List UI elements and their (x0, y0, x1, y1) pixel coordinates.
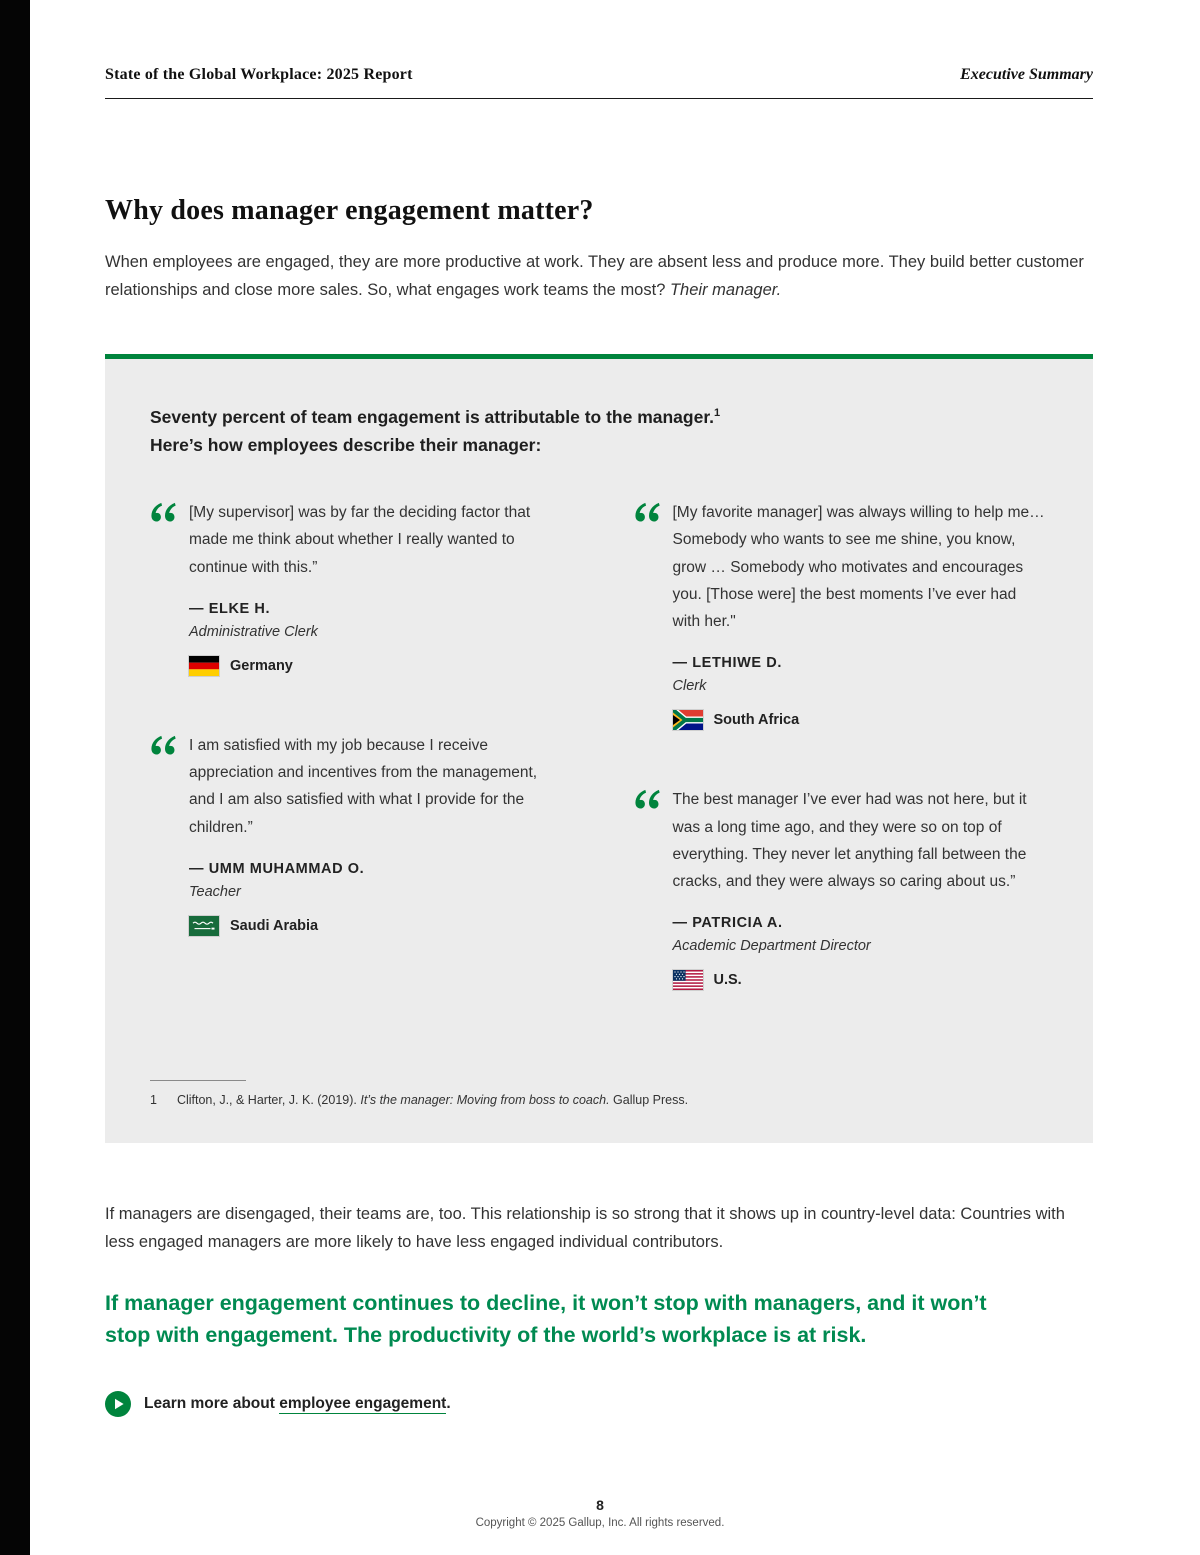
intro-text: When employees are engaged, they are more productive at work. They are absent less and produce more. They build better customer relationships and close more sales. So, what engages work teams the most? (105, 253, 1084, 299)
us-flag-icon (673, 970, 703, 990)
employee-engagement-link[interactable]: employee engagement (279, 1395, 447, 1413)
quote-attribution-name: — PATRICIA A. (672, 915, 783, 932)
quote-text: The best manager I’ve ever had was not here, but it was a long time ago, and they were so on top of everything. They never let anything fall between the cracks, and they were always so caring about us.” (672, 791, 1027, 891)
quote-attribution-name: — LETHIWE D. (672, 655, 782, 672)
quote-attribution-role: Teacher (189, 883, 241, 900)
footnote-text: 1 Clifton, J., & Harter, J. K. (2019). It’s the manager: Moving from boss to coach. Gallup Press. (150, 1093, 689, 1108)
saudi-arabia-flag-icon (189, 916, 219, 936)
quote-attribution-name: — UMM MUHAMMAD O. (189, 860, 365, 877)
quote-block-lethiwe (634, 499, 1046, 730)
document-footer (0, 1497, 1200, 1529)
quote-icon (150, 499, 176, 676)
quote-icon (150, 732, 176, 936)
quote-icon (634, 499, 660, 730)
country-label: U.S. (713, 972, 742, 989)
quote-attribution-role: Clerk (672, 678, 707, 695)
statement-heading: If manager engagement continues to decline, it won’t stop with managers, and it won’t stop with engagement. The productivity of the world’s workplace is at risk. (105, 1290, 987, 1347)
quote-icon (634, 786, 660, 990)
quote-text: [My supervisor] was by far the deciding factor that made me think about whether I really wanted to continue with this.” (189, 504, 531, 576)
intro-emphasis: Their manager. (669, 280, 782, 299)
quote-attribution-name: — ELKE H. (189, 600, 271, 617)
south-africa-flag-icon (673, 710, 703, 730)
quote-country-row (673, 970, 1046, 990)
play-icon[interactable] (105, 1391, 131, 1417)
quote-block-umm-muhammad (150, 732, 562, 936)
country-label: Saudi Arabia (230, 917, 319, 934)
quote-text: [My favorite manager] was always willing to help me… Somebody who wants to see me shine, you know, grow … Somebody who motivates and encourages you. [Those were] the best moments I’ve ever had with her." (672, 504, 1045, 631)
footnote (150, 1080, 1045, 1107)
page-title: Why does manager engagement matter? (105, 195, 594, 226)
footnote-marker: 1 (714, 407, 721, 420)
callout-box (105, 354, 1093, 1143)
quote-attribution-role: Administrative Clerk (189, 623, 318, 640)
quote-country-row (189, 916, 562, 936)
quote-country-row (189, 656, 562, 676)
footnote-rule (150, 1080, 246, 1081)
country-label: Germany (230, 657, 293, 674)
page-number: 8 (596, 1497, 604, 1513)
germany-flag-icon (189, 656, 219, 676)
body-paragraph: If managers are disengaged, their teams are, too. This relationship is so strong that it shows up in country-level data: Countries with less engaged managers are more likely to have less engaged individual contributors. (105, 1205, 1065, 1252)
quote-grid (150, 499, 1045, 1046)
learn-more-row (105, 1391, 1093, 1417)
callout-heading (150, 403, 1045, 459)
quote-country-row (673, 710, 1046, 730)
left-edge-bar (0, 0, 30, 1555)
quote-block-patricia (634, 786, 1046, 990)
quote-block-elke (150, 499, 562, 676)
header-divider (105, 98, 1093, 99)
copyright: Copyright © 2025 Gallup, Inc. All rights reserved. (475, 1517, 725, 1529)
callout-heading-line2: Here’s how employees describe their manager: (150, 435, 542, 456)
country-label: South Africa (713, 712, 800, 729)
quote-text: I am satisfied with my job because I receive appreciation and incentives from the management, and I am also satisfied with what I provide for the children.” (189, 736, 538, 836)
report-title: State of the Global Workplace: 2025 Report (105, 66, 413, 83)
footnote-number: 1 (150, 1093, 157, 1108)
quote-column-right (634, 499, 1046, 1046)
quote-column-left (150, 499, 562, 1046)
callout-heading-line1: Seventy percent of team engagement is attributable to the manager.$^1$ (150, 407, 721, 428)
document-header (105, 66, 1093, 84)
intro-paragraph (105, 249, 1093, 304)
section-label: Executive Summary (960, 66, 1093, 83)
learn-more-text: Learn more about employee engagement. (144, 1395, 451, 1413)
quote-attribution-role: Academic Department Director (672, 938, 871, 955)
